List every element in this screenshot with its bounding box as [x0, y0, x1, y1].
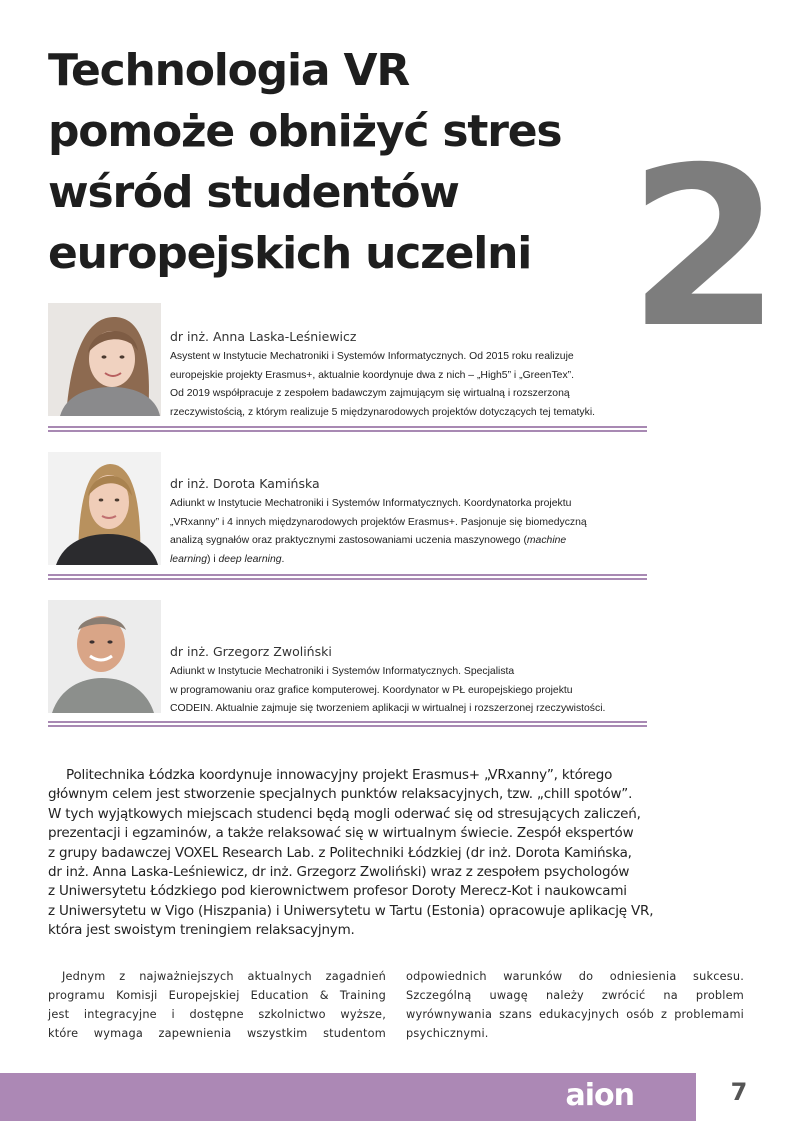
- body-line: odpowiednich warunków do odniesienia sukcesu.: [406, 970, 744, 983]
- bio-line: „VRxanny” i 4 innych międzynarodowych projektów Erasmus+. Pasjonuje się biomedyczną: [170, 516, 587, 528]
- lead-line: która jest swoistym treningiem relaksacyjnym.: [48, 922, 355, 939]
- bio-line: [170, 551, 648, 570]
- person-bio: [170, 663, 648, 719]
- title-line: pomoże obniżyć stres: [48, 106, 562, 157]
- body-line: psychicznymi.: [406, 1027, 489, 1040]
- bio-line: [170, 532, 648, 551]
- title-line: wśród studentów: [48, 167, 459, 218]
- lead-paragraph: [48, 766, 748, 941]
- person-info: [170, 476, 648, 569]
- lead-line: głównym celem jest stworzenie specjalnych punktów relaksacyjnych, tzw. „chill spotów”.: [48, 786, 633, 803]
- section-divider: [48, 426, 647, 432]
- section-divider: [48, 574, 647, 580]
- lead-line: z grupy badawczej VOXEL Research Lab. z Politechniki Łódzkiej (dr inż. Dorota Kamińska,: [48, 844, 632, 861]
- section-divider: [48, 721, 647, 727]
- bio-line: europejskie projekty Erasmus+, aktualnie koordynuje dwa z nich – „High5” i „GreenTex”.: [170, 369, 574, 381]
- person-name: dr inż. Anna Laska-Leśniewicz: [170, 329, 357, 344]
- person-bio: [170, 495, 648, 569]
- person-name: dr inż. Grzegorz Zwoliński: [170, 644, 332, 659]
- lead-line: z Uniwersytetu Łódzkiego pod kierownictwem profesor Doroty Merecz-Kot i naukowcami: [48, 883, 627, 900]
- bio-line: CODEIN. Aktualnie zajmuje się tworzeniem aplikacji w wirtualnej i rozszerzonej rzeczywistości.: [170, 703, 606, 714]
- person-info: [170, 644, 648, 719]
- bio-italic: learning: [170, 553, 207, 565]
- bio-italic: deep learning: [218, 553, 282, 565]
- person-photo: [48, 600, 161, 713]
- title-line: europejskich uczelni: [48, 228, 532, 279]
- person-info: [170, 329, 648, 422]
- issue-number: 2: [628, 120, 782, 376]
- title-line: Technologia VR: [48, 45, 410, 96]
- bio-line: w programowaniu oraz grafice komputerowej. Koordynator w PŁ europejskiego projektu: [170, 684, 573, 696]
- body-line: programu Komisji Europejskiej Education & Training: [48, 989, 386, 1002]
- bio-line: Od 2019 współpracuje z zespołem badawczym zajmującym się wirtualną i rozszerzoną: [170, 388, 570, 399]
- body-line: jest integracyjne i dostępne szkolnictwo wyższe,: [48, 1008, 386, 1021]
- body-column-right: [406, 967, 744, 1043]
- person-bio: [170, 348, 648, 422]
- lead-line: z Uniwersytetu w Vigo (Hiszpania) i Uniwersytetu w Tartu (Estonia) opracowuje aplikację VR,: [48, 902, 654, 919]
- person-name: dr inż. Dorota Kamińska: [170, 476, 320, 491]
- body-column-left: [48, 967, 386, 1043]
- body-line: które wymaga zapewnienia wszystkim studentom: [48, 1027, 386, 1040]
- bio-text: .: [281, 553, 285, 565]
- footer-bar: [0, 1073, 696, 1121]
- bio-italic: machine: [526, 535, 567, 546]
- body-line: Jednym z najważniejszych aktualnych zagadnień: [62, 970, 386, 983]
- bio-line: Adiunkt w Instytucie Mechatroniki i Systemów Informatycznych. Koordynatorka projektu: [170, 498, 572, 509]
- bio-text: analizą sygnałów oraz praktycznymi zastosowaniami uczenia maszynowego (: [170, 535, 527, 546]
- body-line: wyrównywania szans edukacyjnych osób z problemami: [406, 1008, 744, 1021]
- article-title: [48, 40, 648, 284]
- page-number: 7: [730, 1078, 748, 1106]
- bio-line: Asystent w Instytucie Mechatroniki i Systemów Informatycznych. Od 2015 roku realizuje: [170, 351, 574, 362]
- aion-logo: aion: [565, 1078, 634, 1113]
- lead-line: W tych wyjątkowych miejscach studenci będą mogli oderwać się od stresujących zaliczeń,: [48, 805, 641, 822]
- lead-line: Politechnika Łódzka koordynuje innowacyjny projekt Erasmus+ „VRxanny”, którego: [66, 767, 613, 783]
- lead-line: prezentacji i egzaminów, a także relaksować się w wirtualnym świecie. Zespół ekspertów: [48, 825, 634, 842]
- lead-line: dr inż. Anna Laska-Leśniewicz, dr inż. Grzegorz Zwoliński) wraz z zespołem psychologów: [48, 864, 630, 881]
- bio-text: ) i: [206, 553, 219, 565]
- bio-line: Adiunkt w Instytucie Mechatroniki i Systemów Informatycznych. Specjalista: [170, 666, 515, 677]
- bio-line: rzeczywistością, z którym realizuje 5 międzynarodowych projektów dotyczących tej tematyki.: [170, 406, 596, 418]
- body-line: Szczególną uwagę należy zwrócić na problem: [406, 989, 744, 1002]
- person-photo: [48, 303, 161, 416]
- person-photo: [48, 452, 161, 565]
